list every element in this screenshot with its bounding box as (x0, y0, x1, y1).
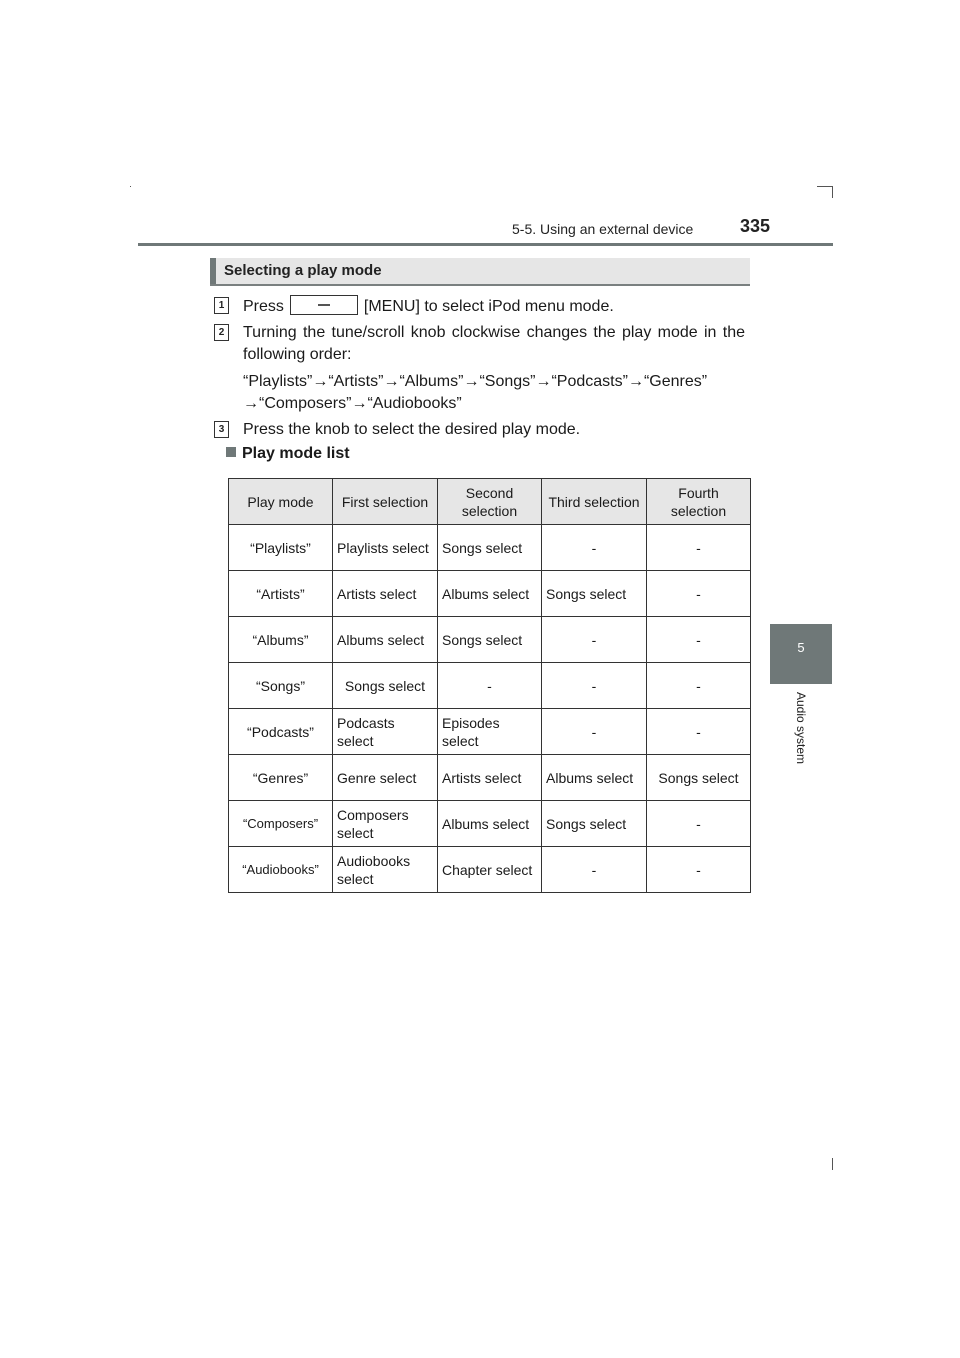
table-cell: Episodes select (438, 709, 542, 755)
table-cell: - (542, 617, 647, 663)
header-rule (138, 243, 833, 246)
table-cell: “Playlists” (229, 525, 333, 571)
table-cell: Songs select (647, 755, 751, 801)
table-cell: Songs select (333, 663, 438, 709)
table-cell: Audiobooks select (333, 847, 438, 893)
step-1-text-after: [MENU] to select iPod menu mode. (363, 298, 614, 315)
table-cell: Genre select (333, 755, 438, 801)
header-fourth-selection: Fourth selection (647, 479, 751, 525)
header-second-selection: Second selection (438, 479, 542, 525)
table-row (229, 663, 751, 709)
table-row (229, 847, 751, 893)
table-cell: - (542, 525, 647, 571)
table-row (229, 525, 751, 571)
play-mode-list-title: Play mode list (242, 445, 350, 462)
table-row (229, 571, 751, 617)
step-number-1: 1 (214, 297, 229, 314)
table-cell: Chapter select (438, 847, 542, 893)
table-cell: Artists select (333, 571, 438, 617)
table-row (229, 801, 751, 847)
chapter-label: Audio system (794, 692, 808, 765)
step-3-text: Press the knob to select the desired play mode. (243, 421, 581, 438)
table-cell: “Songs” (229, 663, 333, 709)
table-cell: Albums select (333, 617, 438, 663)
table-cell: - (542, 663, 647, 709)
table-cell: - (542, 709, 647, 755)
table-cell: “Genres” (229, 755, 333, 801)
table-cell: “Composers” (229, 801, 333, 847)
section-heading (210, 258, 750, 286)
table-cell: - (647, 709, 751, 755)
table-cell: - (542, 847, 647, 893)
table-cell: - (647, 525, 751, 571)
table-cell: Artists select (438, 755, 542, 801)
step-1-text-before: Press (243, 298, 284, 315)
square-bullet-icon (226, 447, 236, 457)
table-cell: Songs select (542, 571, 647, 617)
table-cell: - (647, 801, 751, 847)
table-cell: “Audiobooks” (229, 847, 333, 893)
table-cell: Songs select (438, 617, 542, 663)
header-third-selection: Third selection (542, 479, 647, 525)
table-cell: “Podcasts” (229, 709, 333, 755)
step-2-text: Turning the tune/scroll knob clockwise changes the play mode in the following order: (243, 324, 745, 363)
table-cell: Albums select (438, 571, 542, 617)
play-mode-sequence-line-2: →“Composers”→“Audiobooks” (243, 395, 462, 412)
crop-mark-top-left (130, 186, 131, 187)
table-row (229, 755, 751, 801)
header-section-title: 5-5. Using an external device (512, 221, 694, 237)
crop-mark-top-right-v (832, 186, 833, 198)
table-cell: “Albums” (229, 617, 333, 663)
table-cell: Songs select (438, 525, 542, 571)
table-cell: - (647, 571, 751, 617)
header-first-selection: First selection (333, 479, 438, 525)
table-cell: Composers select (333, 801, 438, 847)
table-cell: - (647, 617, 751, 663)
crop-mark-top-right-h (817, 186, 833, 187)
table-cell: Playlists select (333, 525, 438, 571)
table-cell: Songs select (542, 801, 647, 847)
play-mode-list-heading (226, 445, 350, 463)
table-cell: “Artists” (229, 571, 333, 617)
crop-mark-bottom-right (832, 1158, 833, 1170)
table-cell: - (647, 663, 751, 709)
play-mode-table (228, 478, 751, 893)
table-row (229, 709, 751, 755)
table-cell: - (438, 663, 542, 709)
play-mode-sequence-line-1: “Playlists”→“Artists”→“Albums”→“Songs”→“Podcasts”→“Genres” (243, 373, 708, 390)
step-number-3: 3 (214, 421, 229, 438)
table-cell: - (647, 847, 751, 893)
step-number-2: 2 (214, 324, 229, 341)
step-1-text (243, 295, 614, 318)
table-row (229, 617, 751, 663)
table-cell: Albums select (542, 755, 647, 801)
chapter-tab (770, 624, 832, 684)
table-header-row (229, 479, 751, 525)
table-cell: Podcasts select (333, 709, 438, 755)
section-heading-bar (210, 258, 216, 284)
page-number: 335 (740, 216, 771, 236)
table-cell: Albums select (438, 801, 542, 847)
menu-button-icon (290, 295, 358, 315)
chapter-number: 5 (797, 640, 805, 655)
section-heading-title: Selecting a play mode (224, 262, 382, 279)
header-play-mode: Play mode (229, 479, 333, 525)
